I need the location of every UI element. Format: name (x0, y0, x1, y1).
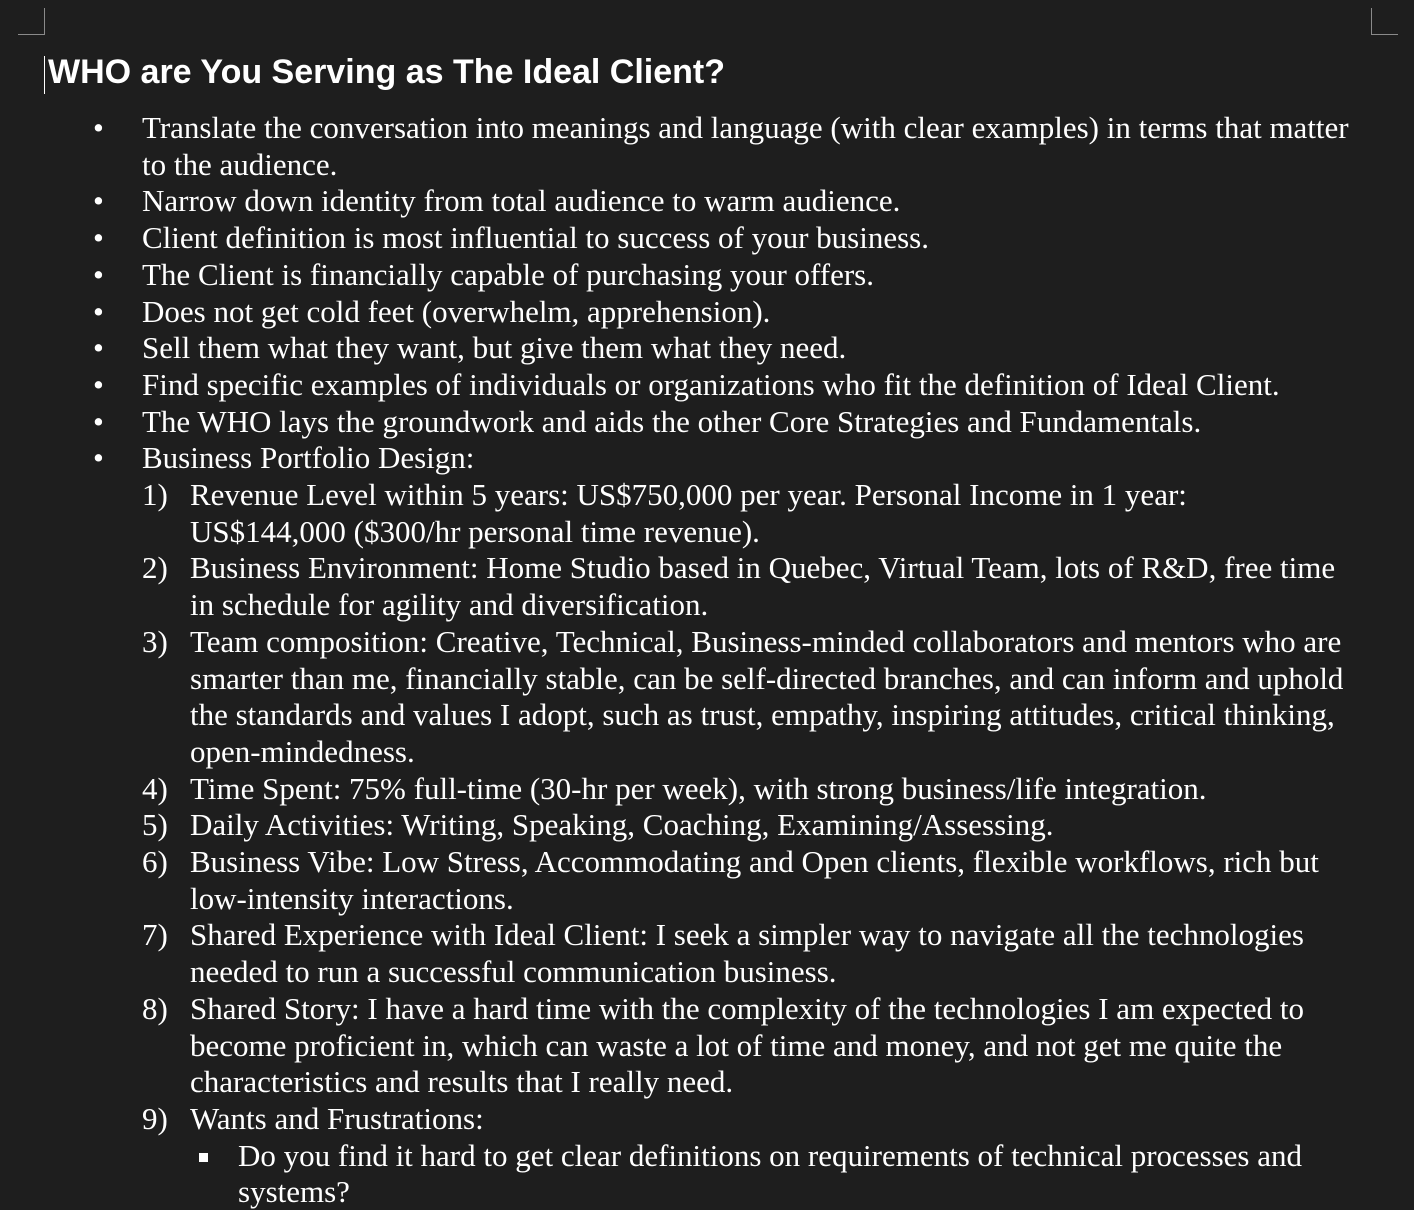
item-number: 6) (142, 844, 168, 880)
bullet-item-portfolio[interactable] (0, 440, 1414, 1210)
bullet-text: The Client is financially capable of purchasing your offers. (142, 256, 874, 292)
bullet-text: Find specific examples of individuals or organizations who fit the definition of Ideal Client. (142, 366, 1280, 402)
item-text: Shared Experience with Ideal Client: I seek a simpler way to navigate all the technologies needed to run a successful communication business. (190, 917, 1304, 990)
wants-list (190, 1138, 1344, 1210)
portfolio-item[interactable] (142, 991, 1374, 1101)
item-text: Shared Story: I have a hard time with the complexity of the technologies I am expected to become proficient in, which can waste a lot of time and money, and not get me quite the characteristics and results that I really need. (190, 990, 1304, 1100)
item-text: Time Spent: 75% full-time (30-hr per week), with strong business/life integration. (190, 770, 1207, 806)
portfolio-item[interactable] (142, 624, 1374, 771)
portfolio-item[interactable] (142, 1101, 1374, 1210)
portfolio-item[interactable] (142, 844, 1374, 917)
bullet-icon: • (93, 183, 104, 219)
bullet-icon: • (93, 293, 104, 329)
item-text: Business Environment: Home Studio based in Quebec, Virtual Team, lots of R&D, free time in schedule for agility and diversification. (190, 550, 1336, 623)
bullet-item[interactable] (0, 257, 1414, 294)
portfolio-item[interactable] (142, 917, 1374, 990)
bullet-item[interactable] (0, 110, 1414, 183)
document-heading[interactable]: WHO are You Serving as The Ideal Client? (48, 53, 726, 91)
item-number: 7) (142, 917, 168, 953)
item-number: 8) (142, 990, 168, 1026)
bullet-text: Narrow down identity from total audience to warm audience. (142, 183, 901, 219)
bullet-text: Business Portfolio Design: (142, 440, 475, 476)
bullet-icon: • (93, 330, 104, 366)
document-body[interactable] (0, 110, 1414, 1210)
item-number: 9) (142, 1100, 168, 1136)
crop-mark-top-left (18, 8, 45, 35)
portfolio-item[interactable] (142, 477, 1374, 550)
item-number: 4) (142, 770, 168, 806)
bullet-text: The WHO lays the groundwork and aids the other Core Strategies and Fundamentals. (142, 403, 1202, 439)
portfolio-item[interactable] (142, 807, 1374, 844)
item-text: Revenue Level within 5 years: US$750,000 per year. Personal Income in 1 year: US$144,000 ($300/hr personal time revenue). (190, 477, 1187, 549)
item-text: Business Vibe: Low Stress, Accommodating and Open clients, flexible workflows, rich but low-intensity interactions. (190, 844, 1319, 916)
bullet-item[interactable] (0, 367, 1414, 404)
bullet-item[interactable] (0, 220, 1414, 257)
item-number: 1) (142, 477, 168, 513)
bullet-icon: • (93, 403, 104, 439)
bullet-text: Sell them what they want, but give them what they need. (142, 330, 847, 366)
bullet-item[interactable] (0, 294, 1414, 331)
bullet-text: Client definition is most influential to success of your business. (142, 220, 929, 256)
bullet-text: Translate the conversation into meanings and language (with clear examples) in terms that matter to the audience. (142, 110, 1349, 182)
item-number: 3) (142, 623, 168, 659)
portfolio-item[interactable] (142, 550, 1374, 623)
bullet-item[interactable] (0, 404, 1414, 441)
wants-item[interactable] (190, 1138, 1344, 1210)
wants-text: Do you find it hard to get clear definitions on requirements of technical processes and systems? (238, 1137, 1303, 1210)
bullet-text: Does not get cold feet (overwhelm, apprehension). (142, 293, 771, 329)
bullet-item[interactable] (0, 330, 1414, 367)
bullet-icon: • (93, 256, 104, 292)
crop-mark-top-right (1371, 8, 1398, 35)
bullet-icon: • (93, 366, 104, 402)
square-bullet-icon (199, 1153, 208, 1162)
bullet-icon: • (93, 110, 104, 145)
portfolio-list (142, 477, 1374, 1210)
item-number: 5) (142, 807, 168, 843)
item-text: Team composition: Creative, Technical, Business-minded collaborators and mentors who are smarter than me, financially stable, can be self-directed branches, and can inform and uphold the standards and values I adopt, such as trust, empathy, inspiring attitudes, critical thinking, open-mindedness. (190, 623, 1344, 769)
bullet-item[interactable] (0, 183, 1414, 220)
item-text: Wants and Frustrations: (190, 1100, 484, 1136)
item-text: Daily Activities: Writing, Speaking, Coaching, Examining/Assessing. (190, 807, 1054, 843)
bullet-icon: • (93, 220, 104, 256)
bullet-list (0, 110, 1414, 1210)
bullet-icon: • (93, 440, 104, 476)
text-cursor (44, 56, 45, 94)
item-number: 2) (142, 550, 168, 586)
portfolio-item[interactable] (142, 771, 1374, 808)
